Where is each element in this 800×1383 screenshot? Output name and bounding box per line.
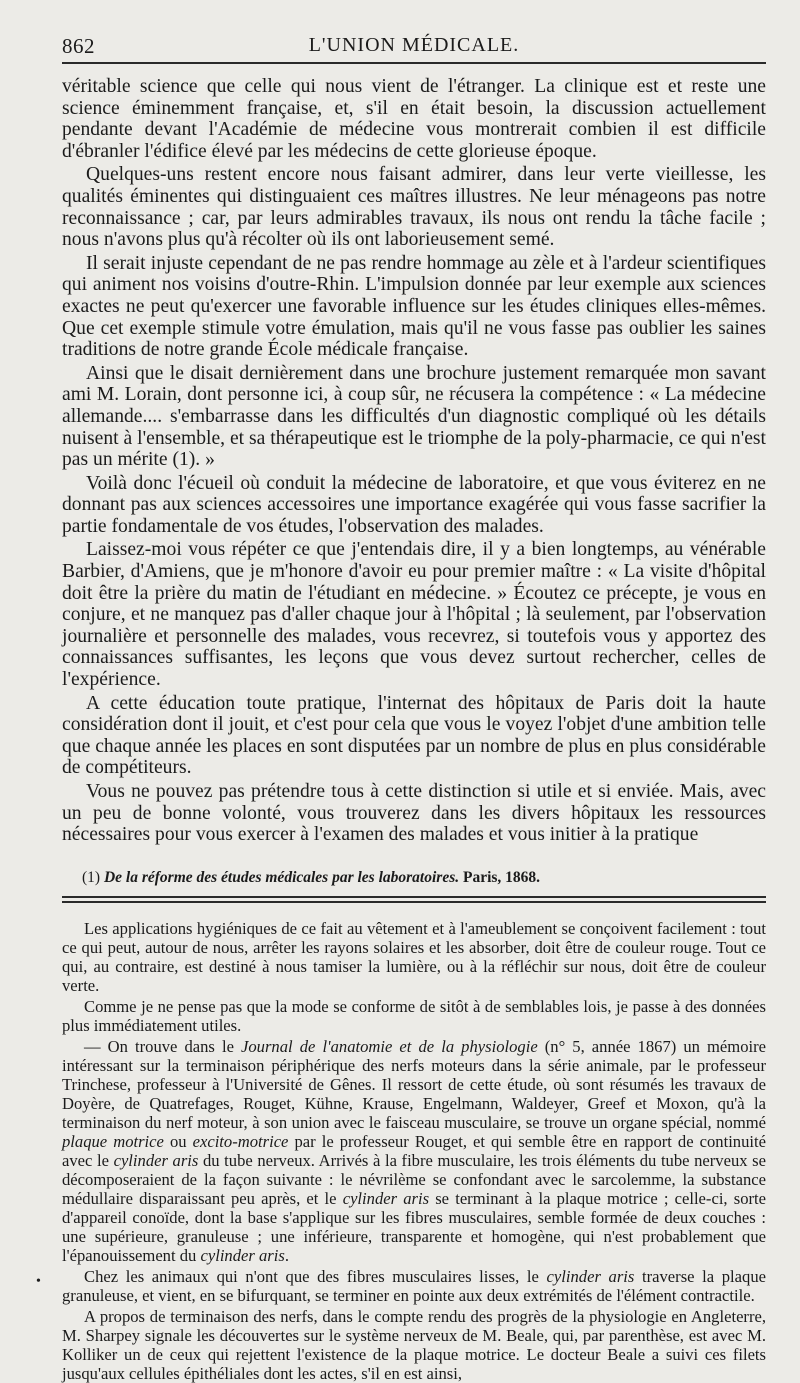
feuilleton-paragraph <box>62 1267 766 1305</box>
footnote-marker: (1) <box>82 868 101 886</box>
italic-term: cylinder aris <box>113 1150 199 1170</box>
running-title: L'UNION MÉDICALE. <box>308 34 520 56</box>
text-run: ou <box>163 1131 193 1151</box>
feuilleton-section <box>62 919 766 1383</box>
feuilleton-paragraph: Les applications hygiéniques de ce fait au vêtement et à l'ameublement se conçoivent facilement : tout ce qui peut, autour de nous, arrêter les rayons solaires et les absorber, doit être de couleur rouge. Tout ce qui, au contraire, est destiné à nous tamiser la lumière, ou à la réfléchir sur nous, doit être de couleur verte. <box>62 918 766 995</box>
journal-title: Journal de l'anatomie et de la physiologie <box>241 1036 538 1056</box>
text-run: — On trouve dans le <box>84 1036 242 1056</box>
paragraph: Ainsi que le disait dernièrement dans une brochure justement remarquée mon savant ami M. Lorain, dont personne ici, à coup sûr, ne récusera la compétence : « La médecine allemande.... s'embarrasse dans les difficultés d'un diagnostic compliqué où les détails nuisent à l'ensemble, et sa thérapeutique est le triomphe de la poly-pharmacie, ce qui n'est pas un mérite (1). » <box>62 362 766 471</box>
paragraph: Quelques-uns restent encore nous faisant admirer, dans leur verte vieillesse, les qualités éminentes qui distinguaient ces maîtres illustres. Ne leur ménageons pas notre reconnaissance ; car, par leurs admirables travaux, ils nous ont rendu la tâche facile ; nous n'avons plus qu'à récolter où ils ont laborieusement semé. <box>62 164 766 251</box>
italic-term: cylinder aris <box>546 1266 635 1286</box>
paragraph: véritable science que celle qui nous vient de l'étranger. La clinique est et reste une science éminemment française, et, s'il en était besoin, la discussion actuellement pendante devant l'Académie de médecine vous montrerait combien il est difficile d'ébranler l'édifice élevé par les médecins de cette glorieuse époque. <box>62 76 766 162</box>
margin-bullet: • <box>36 1274 41 1289</box>
feuilleton-paragraph <box>62 1037 766 1265</box>
paragraph: A cette éducation toute pratique, l'internat des hôpitaux de Paris doit la haute considération dont il jouit, et c'est pour cela que vous le voyez l'objet d'une ambition telle que chaque année les places en sont disputées par un nombre de plus en plus considérable de compétiteurs. <box>62 692 766 779</box>
text-run: Chez les animaux qui n'ont que des fibres musculaires lisses, le <box>84 1266 547 1286</box>
text-run: par le professeur Rouget, et qui semble être en rapport de continuité avec le <box>62 1131 766 1170</box>
text-run: . <box>284 1245 289 1265</box>
text-run: traverse la plaque granuleuse, et vient, en se bifurquant, se terminer en pointe aux deux extrémités de l'élément contractile. <box>62 1266 766 1305</box>
footnote-title: De la réforme des études médicales par les laboratoires. <box>103 868 460 886</box>
paragraph: Laissez-moi vous répéter ce que j'entendais dire, il y a bien longtemps, au vénérable Barbier, d'Amiens, que je m'honore d'avoir eu pour premier maître : « La visite d'hôpital doit être la prière du matin de l'étudiant en médecine. » Écoutez ce précepte, je vous en conjure, et ne manquez pas d'aller chaque jour à l'hôpital ; là seulement, par l'observation journalière et personnelle des malades, vous recevrez, si toutefois vous y apportez des connaissances suffisantes, les leçons que vous devez surtout rechercher, celles de l'expérience. <box>62 539 766 691</box>
italic-term: excito-motrice <box>192 1131 289 1151</box>
main-article <box>62 76 766 846</box>
text-run: du tube nerveux. Arrivés à la fibre musculaire, les trois éléments du tube nerveux se décomposeraient de la façon suivante : le névrilème se confondant avec le sarcolemme, la substance médullaire disparaissant peu après, et le <box>62 1150 766 1208</box>
italic-term: cylinder aris <box>342 1188 430 1208</box>
footnote-rest: Paris, 1868. <box>463 868 541 886</box>
paragraph: Il serait injuste cependant de ne pas rendre hommage au zèle et à l'ardeur scientifiques qui animent nos voisins d'outre-Rhin. L'impulsion donnée par leur exemple aux sciences exactes ne peut qu'exercer une favorable influence sur les études cliniques elles-mêmes. Que cet exemple stimule votre émulation, mais qu'il ne vous fasse pas oublier les saines traditions de notre grande École médicale française. <box>62 252 766 361</box>
paragraph: Vous ne pouvez pas prétendre tous à cette distinction si utile et si enviée. Mais, avec un peu de bonne volonté, vous trouverez dans les divers hôpitaux les ressources nécessaires pour vous exercer à l'examen des malades et vous initier à la pratique <box>62 781 766 846</box>
page-header <box>62 30 766 64</box>
italic-term: cylinder aris <box>200 1245 285 1265</box>
italic-term: plaque motrice <box>62 1131 164 1151</box>
page-number: 862 <box>62 34 95 58</box>
text-run: se terminant à la plaque motrice ; celle-ci, sorte d'appareil conoïde, dont la base s'applique sur les fibres musculaires, semble formée de deux couches : une supérieure, granuleuse ; une inférieure, transparente et homogène, qui n'est probablement que l'épanouissement du <box>62 1188 766 1265</box>
paragraph: Voilà donc l'écueil où conduit la médecine de laboratoire, et que vous éviterez en ne donnant pas aux sciences accessoires une importance exagérée qui vous fasse sacrifier la partie fondamentale de vos études, l'observation des malades. <box>62 472 766 537</box>
text-run: (n° 5, année 1867) un mémoire intéressant sur la terminaison périphérique des nerfs moteurs dans la série animale, par le professeur Trinchese, professeur à l'Université de Gênes. Il ressort de cette étude, où sont résumés les travaux de Doyère, de Quatrefages, Rouget, Kühne, Krause, Engelmann, Waldeyer, Greef et Moxon, qu'à la terminaison du nerf moteur, à son union avec le faisceau musculaire, se trouve un organe spécial, nommé <box>62 1036 766 1132</box>
feuilleton-paragraph: Comme je ne pense pas que la mode se conforme de sitôt à de semblables lois, je passe à des données plus immédiatement utiles. <box>62 996 766 1035</box>
feuilleton-paragraph: A propos de terminaison des nerfs, dans le compte rendu des progrès de la physiologie en Angleterre, M. Sharpey signale les découvertes sur le système nerveux de M. Beale, qui, par parenthèse, est avec M. Kolliker un de ceux qui rejettent l'existence de la plaque motrice. Le docteur Beale a suivi ces filets jusqu'aux cellules épithéliales dont les actes, s'il en est ainsi, <box>62 1306 766 1383</box>
footnote <box>62 868 766 888</box>
section-divider <box>62 896 766 903</box>
